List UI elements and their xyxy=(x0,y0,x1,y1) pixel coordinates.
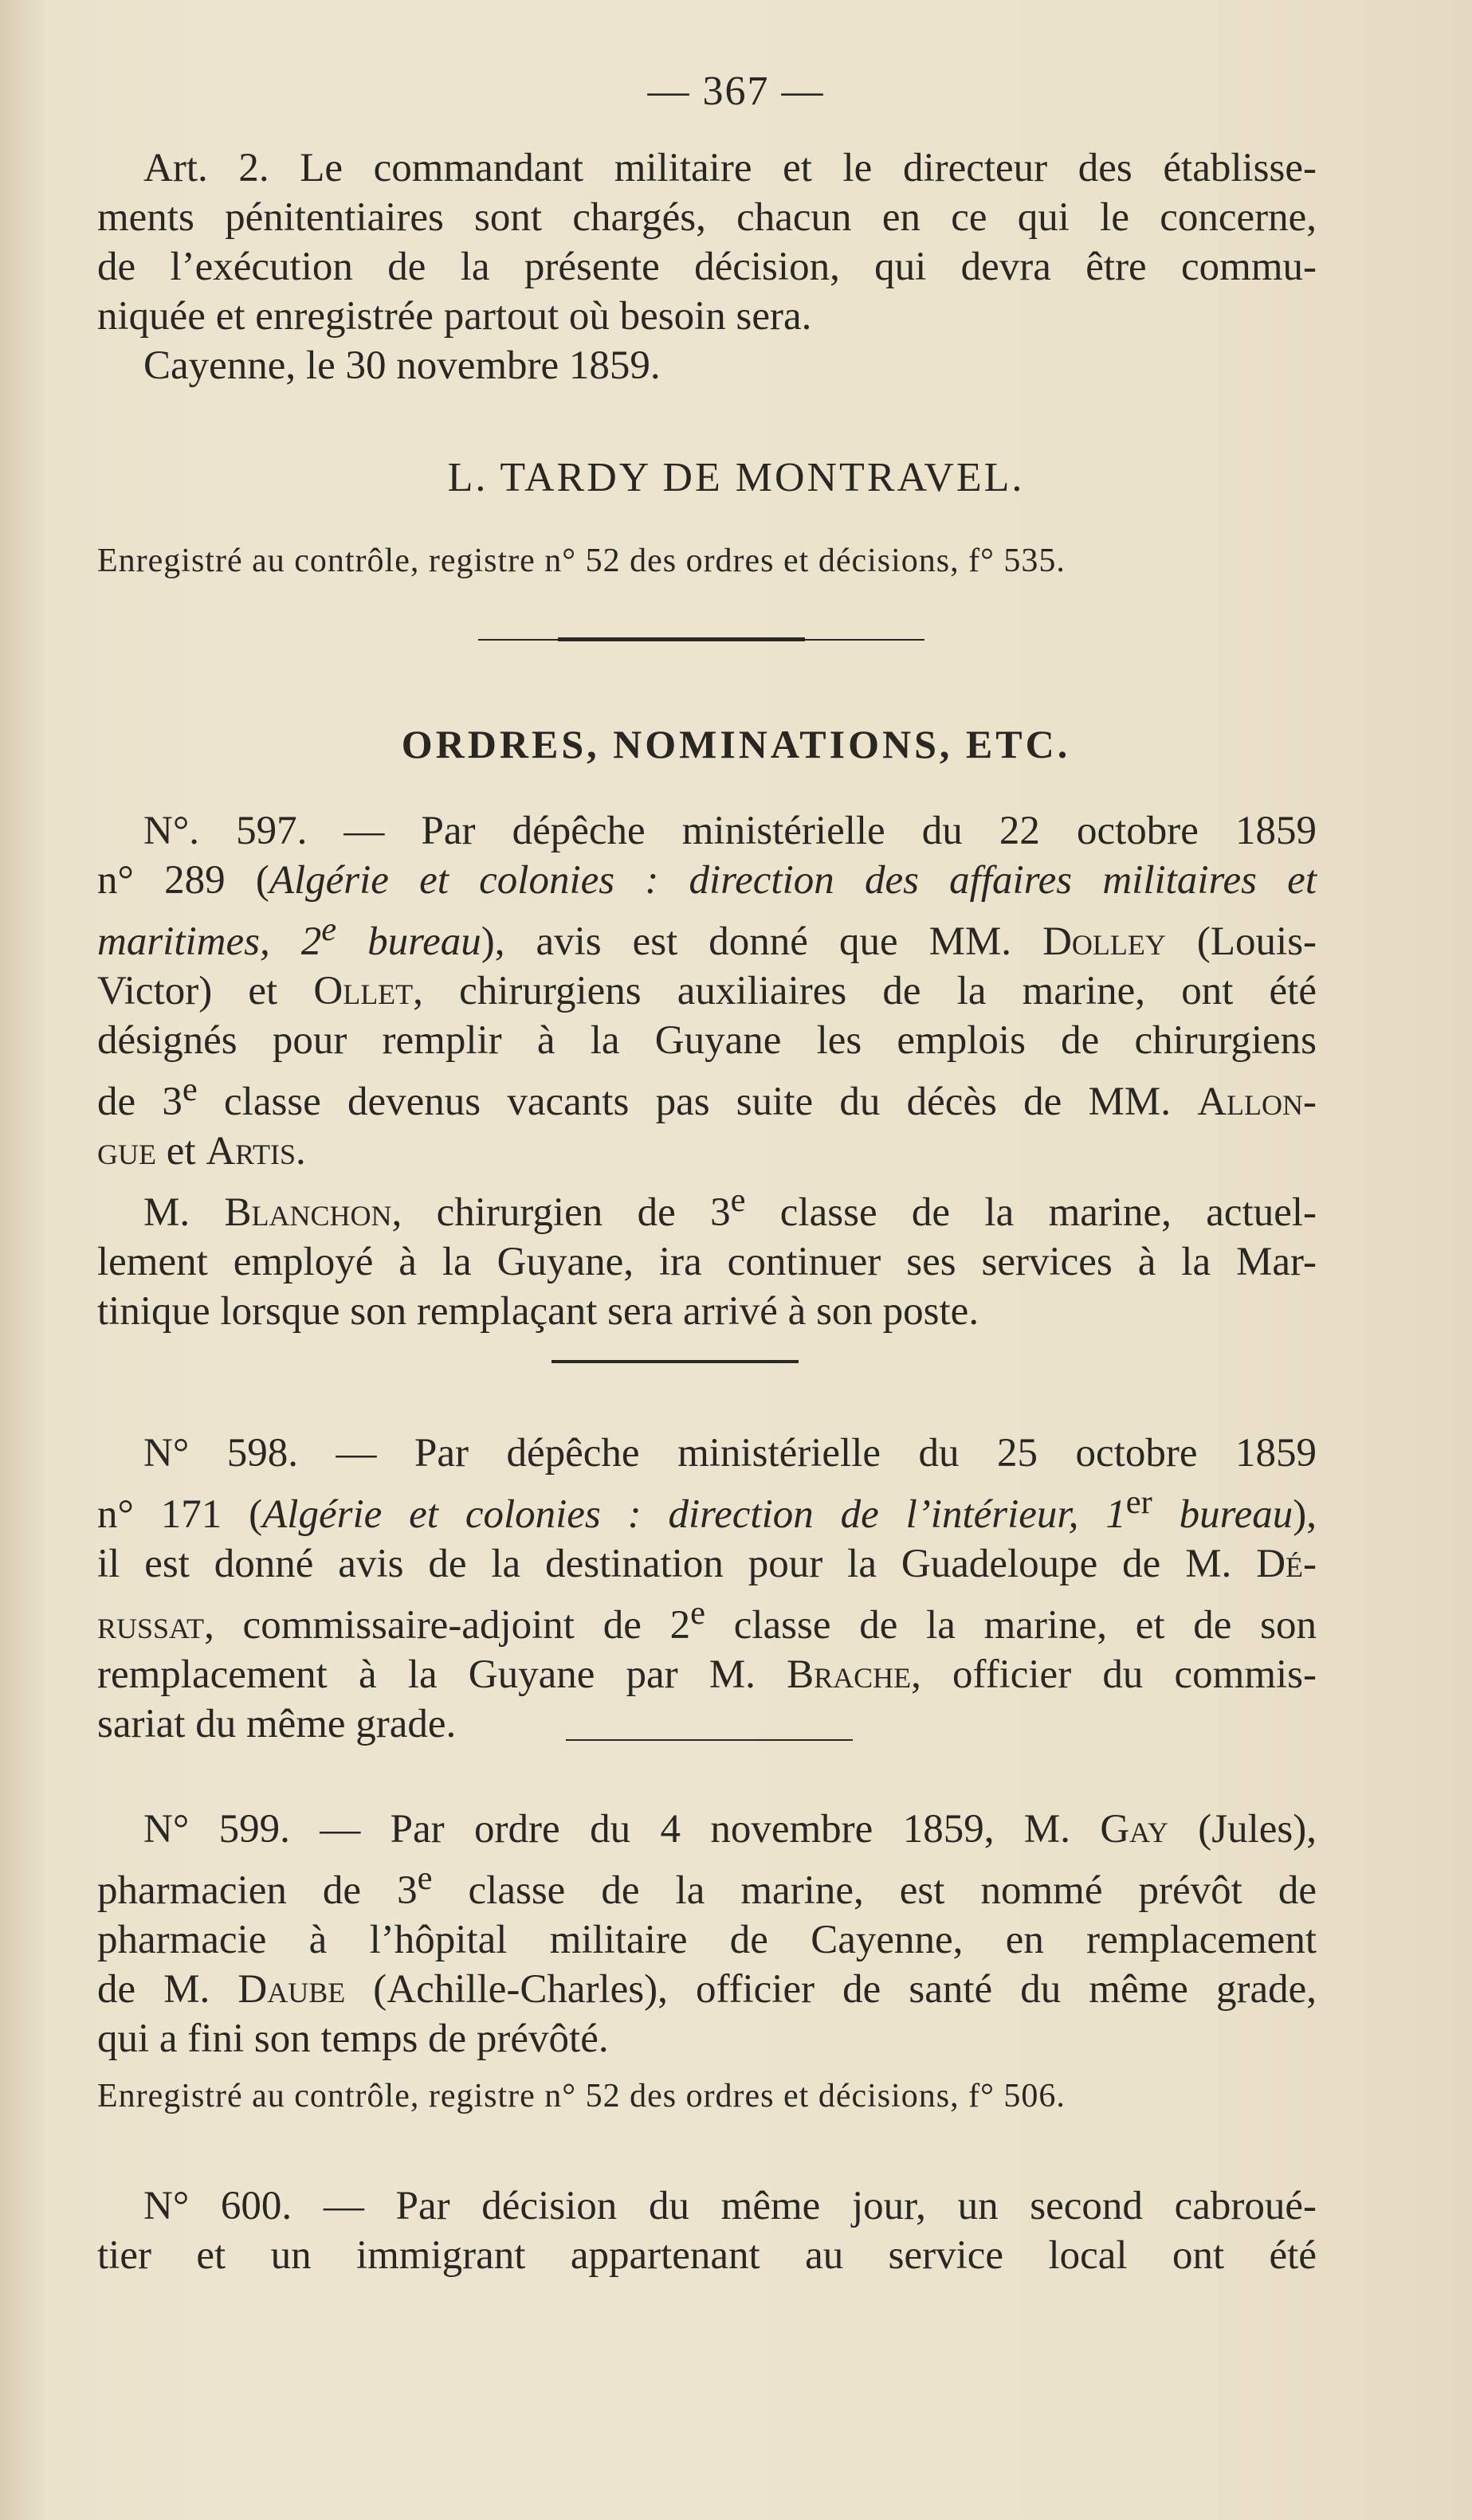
text-line: Victor) et Ollet, chirurgiens auxiliaires de la marine, ont été xyxy=(97,969,1317,1013)
entry-598 xyxy=(97,1429,1317,1749)
text-line: pharmacie à l’hôpital militaire de Cayenne, en remplacement xyxy=(97,1918,1317,1962)
divider xyxy=(566,1739,853,1741)
text-line: niquée et enregistrée partout où besoin sera. xyxy=(97,294,812,339)
text-line: russat, commissaire-adjoint de 2e classe de la marine, et de son xyxy=(97,1594,1317,1648)
text-line: tinique lorsque son remplaçant sera arrivé à son poste. xyxy=(97,1289,979,1334)
text-line: N°. 597. — Par dépêche ministérielle du 22 octobre 1859 xyxy=(143,809,1317,853)
text-line: ments pénitentiaires sont chargés, chacun en ce qui le concerne, xyxy=(97,195,1317,240)
page-number: — 367 — xyxy=(647,69,825,114)
text-line: n° 289 (Algérie et colonies : direction des affaires militaires et xyxy=(97,858,1317,903)
divider-thin xyxy=(478,639,924,641)
text-line: remplacement à la Guyane par M. Brache, officier du commis- xyxy=(97,1652,1317,1697)
section-heading: ORDRES, NOMINATIONS, ETC. xyxy=(401,722,1071,766)
text-line: qui a fini son temps de prévôté. xyxy=(97,2016,609,2061)
date-line: Cayenne, le 30 novembre 1859. xyxy=(143,343,661,388)
text-line: désignés pour remplir à la Guyane les emplois de chirurgiens xyxy=(97,1018,1317,1063)
text-line: il est donné avis de la destination pour la Guadeloupe de M. Dé- xyxy=(97,1542,1317,1586)
text-line: N° 598. — Par dépêche ministérielle du 25 octobre 1859 xyxy=(143,1431,1317,1476)
text-line: Art. 2. Le commandant militaire et le directeur des établisse- xyxy=(143,146,1317,190)
text-line: N° 600. — Par décision du même jour, un second cabroué- xyxy=(143,2184,1317,2228)
signature: L. TARDY DE MONTRAVEL. xyxy=(447,455,1025,500)
text-line: sariat du même grade. xyxy=(97,1702,457,1746)
text-line: de 3e classe devenus vacants pas suite du décès de MM. Allon- xyxy=(97,1071,1317,1124)
entry-600 xyxy=(97,2181,1317,2280)
entry-599 xyxy=(97,1805,1317,2063)
text-line: de M. Daube (Achille-Charles), officier de santé du même grade, xyxy=(97,1967,1317,2012)
text-line: de l’exécution de la présente décision, qui devra être commu- xyxy=(97,245,1317,289)
text-line: gue et Artis. xyxy=(97,1129,306,1174)
text-line: n° 171 (Algérie et colonies : direction de l’intérieur, 1er bureau), xyxy=(97,1483,1317,1537)
text-line: N° 599. — Par ordre du 4 novembre 1859, M. Gay (Jules), xyxy=(143,1807,1317,1852)
registration-note-2: Enregistré au contrôle, registre n° 52 des ordres et décisions, f° 506. xyxy=(97,2078,1066,2114)
text-line: maritimes, 2e bureau), avis est donné que MM. Dolley (Louis- xyxy=(97,911,1317,964)
text-line: tier et un immigrant appartenant au service local ont été xyxy=(97,2233,1317,2278)
text-line: pharmacien de 3e classe de la marine, est nommé prévôt de xyxy=(97,1860,1317,1913)
text-line: lement employé à la Guyane, ira continuer ses services à la Mar- xyxy=(97,1240,1317,1284)
text-line: M. Blanchon, chirurgien de 3e classe de la marine, actuel- xyxy=(143,1182,1317,1235)
divider xyxy=(552,1360,799,1363)
entry-597 xyxy=(97,806,1317,1336)
registration-note-1: Enregistré au contrôle, registre n° 52 des ordres et décisions, f° 535. xyxy=(97,543,1066,579)
article-2 xyxy=(97,143,1317,390)
